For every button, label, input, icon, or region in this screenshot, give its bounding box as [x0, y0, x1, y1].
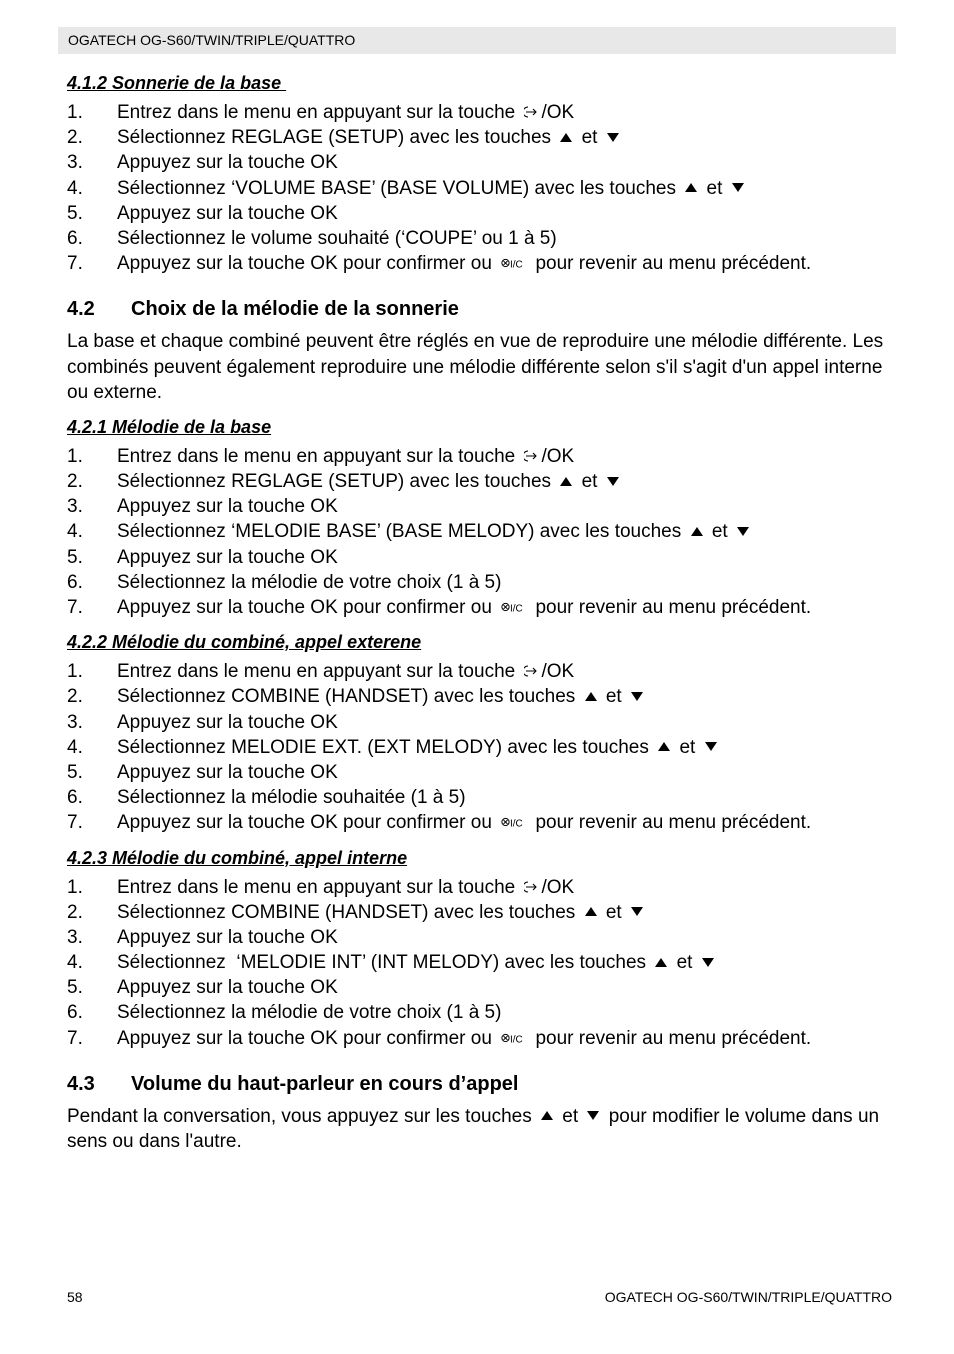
menu-ok-icon	[524, 449, 538, 463]
list-item: 6. Sélectionnez la mélodie souhaitée (1 à 5)	[67, 787, 466, 809]
arrow-up-icon	[691, 527, 703, 536]
steps-list-4-2-3	[67, 875, 897, 1051]
arrow-up-icon	[658, 742, 670, 751]
list-item: 2. Sélectionnez COMBINE (HANDSET) avec les touches et	[67, 900, 897, 925]
back-ic-icon	[501, 601, 527, 613]
list-item: 2. Sélectionnez COMBINE (HANDSET) avec les touches et	[67, 684, 897, 709]
arrow-up-icon	[585, 907, 597, 916]
arrow-up-icon	[560, 477, 572, 486]
list-item: 7. Appuyez sur la touche OK pour confirmer ou I/C pour revenir au menu précédent.	[67, 597, 812, 619]
list-item: 4. Sélectionnez ‘MELODIE INT’ (INT MELODY) avec les touches et	[67, 950, 897, 975]
list-item: 6. Sélectionnez la mélodie de votre choix (1 à 5)	[67, 1002, 502, 1024]
arrow-down-icon	[705, 742, 717, 751]
list-item: 7. Appuyez sur la touche OK pour confirmer ou I/C pour revenir au menu précédent.	[67, 253, 812, 275]
arrow-down-icon	[702, 958, 714, 967]
footer-title: OGATECH OG-S60/TWIN/TRIPLE/QUATTRO	[604, 1289, 892, 1305]
svg-text:I/C: I/C	[510, 818, 523, 829]
arrow-up-icon	[585, 692, 597, 701]
arrow-down-icon	[737, 527, 749, 536]
arrow-down-icon	[631, 692, 643, 701]
list-item: 1. Entrez dans le menu en appuyant sur la touche /OK	[67, 876, 575, 898]
list-item: 4. Sélectionnez MELODIE EXT. (EXT MELODY) avec les touches et	[67, 735, 897, 760]
list-item: 6. Sélectionnez la mélodie de votre choix (1 à 5)	[67, 571, 502, 593]
arrow-down-icon	[607, 477, 619, 486]
page-content	[67, 71, 897, 1154]
steps-list-4-1-2	[67, 100, 897, 276]
section-title-4-1-2: 4.1.2 Sonnerie de la base	[67, 73, 287, 93]
svg-text:I/C: I/C	[510, 1034, 523, 1044]
section-paragraph-4-3: Pendant la conversation, vous appuyez sur les touches et pour modifier le volume dans un sens ou dans l'autre.	[67, 1105, 880, 1153]
list-item: 7. Appuyez sur la touche OK pour confirmer ou I/C pour revenir au menu précédent.	[67, 1027, 812, 1049]
menu-ok-icon	[524, 664, 538, 678]
list-item: 4. Sélectionnez ‘VOLUME BASE’ (BASE VOLUME) avec les touches et	[67, 176, 897, 201]
arrow-down-icon	[607, 133, 619, 142]
section-heading-4-3: 4.3 Volume du haut-parleur en cours d’appel	[67, 1072, 519, 1095]
arrow-up-icon	[560, 133, 572, 142]
svg-text:I/C: I/C	[510, 259, 523, 270]
steps-list-4-2-1	[67, 444, 897, 620]
back-ic-icon	[501, 257, 527, 269]
list-item: 2. Sélectionnez REGLAGE (SETUP) avec les touches et	[67, 469, 897, 494]
page-number: 58	[67, 1289, 83, 1305]
page-header: OGATECH OG-S60/TWIN/TRIPLE/QUATTRO	[58, 27, 896, 54]
list-item: 3. Appuyez sur la touche OK	[67, 152, 338, 174]
list-item: 5. Appuyez sur la touche OK	[67, 202, 338, 224]
list-item: 3. Appuyez sur la touche OK	[67, 926, 338, 948]
list-item: 5. Appuyez sur la touche OK	[67, 761, 338, 783]
list-item: 2. Sélectionnez REGLAGE (SETUP) avec les touches et	[67, 125, 897, 150]
back-ic-icon	[501, 1032, 527, 1044]
section-title-4-2-3: 4.2.3 Mélodie du combiné, appel interne	[67, 847, 408, 868]
list-item: 6. Sélectionnez le volume souhaité (‘COUPE’ ou 1 à 5)	[67, 227, 557, 249]
menu-ok-icon	[524, 105, 538, 119]
list-item: 5. Appuyez sur la touche OK	[67, 546, 338, 568]
arrow-down-icon	[732, 183, 744, 192]
list-item: 1. Entrez dans le menu en appuyant sur la touche /OK	[67, 661, 575, 683]
menu-ok-icon	[524, 880, 538, 894]
arrow-up-icon	[685, 183, 697, 192]
section-paragraph-4-2: La base et chaque combiné peuvent être réglés en vue de reproduire une mélodie différente. Les combinés peuvent également reproduire une mélodie différente selon s'il s'agit d'un appel interne ou externe.	[67, 331, 884, 403]
arrow-up-icon	[655, 958, 667, 967]
list-item: 1. Entrez dans le menu en appuyant sur la touche /OK	[67, 102, 575, 123]
list-item: 5. Appuyez sur la touche OK	[67, 977, 338, 999]
arrow-down-icon	[587, 1111, 599, 1120]
list-item: 3. Appuyez sur la touche OK	[67, 711, 338, 733]
list-item: 7. Appuyez sur la touche OK pour confirmer ou I/C pour revenir au menu précédent.	[67, 812, 812, 834]
back-ic-icon	[501, 816, 527, 828]
section-title-4-2-1: 4.2.1 Mélodie de la base	[67, 416, 272, 437]
steps-list-4-2-2	[67, 659, 897, 835]
svg-text:I/C: I/C	[510, 603, 523, 614]
arrow-down-icon	[631, 907, 643, 916]
section-title-4-2-2: 4.2.2 Mélodie du combiné, appel exterene	[67, 632, 422, 653]
list-item: 4. Sélectionnez ‘MELODIE BASE’ (BASE MELODY) avec les touches et	[67, 519, 897, 544]
section-heading-4-2: 4.2 Choix de la mélodie de la sonnerie	[67, 298, 459, 321]
list-item: 1. Entrez dans le menu en appuyant sur la touche /OK	[67, 445, 575, 467]
arrow-up-icon	[541, 1111, 553, 1120]
list-item: 3. Appuyez sur la touche OK	[67, 496, 338, 518]
